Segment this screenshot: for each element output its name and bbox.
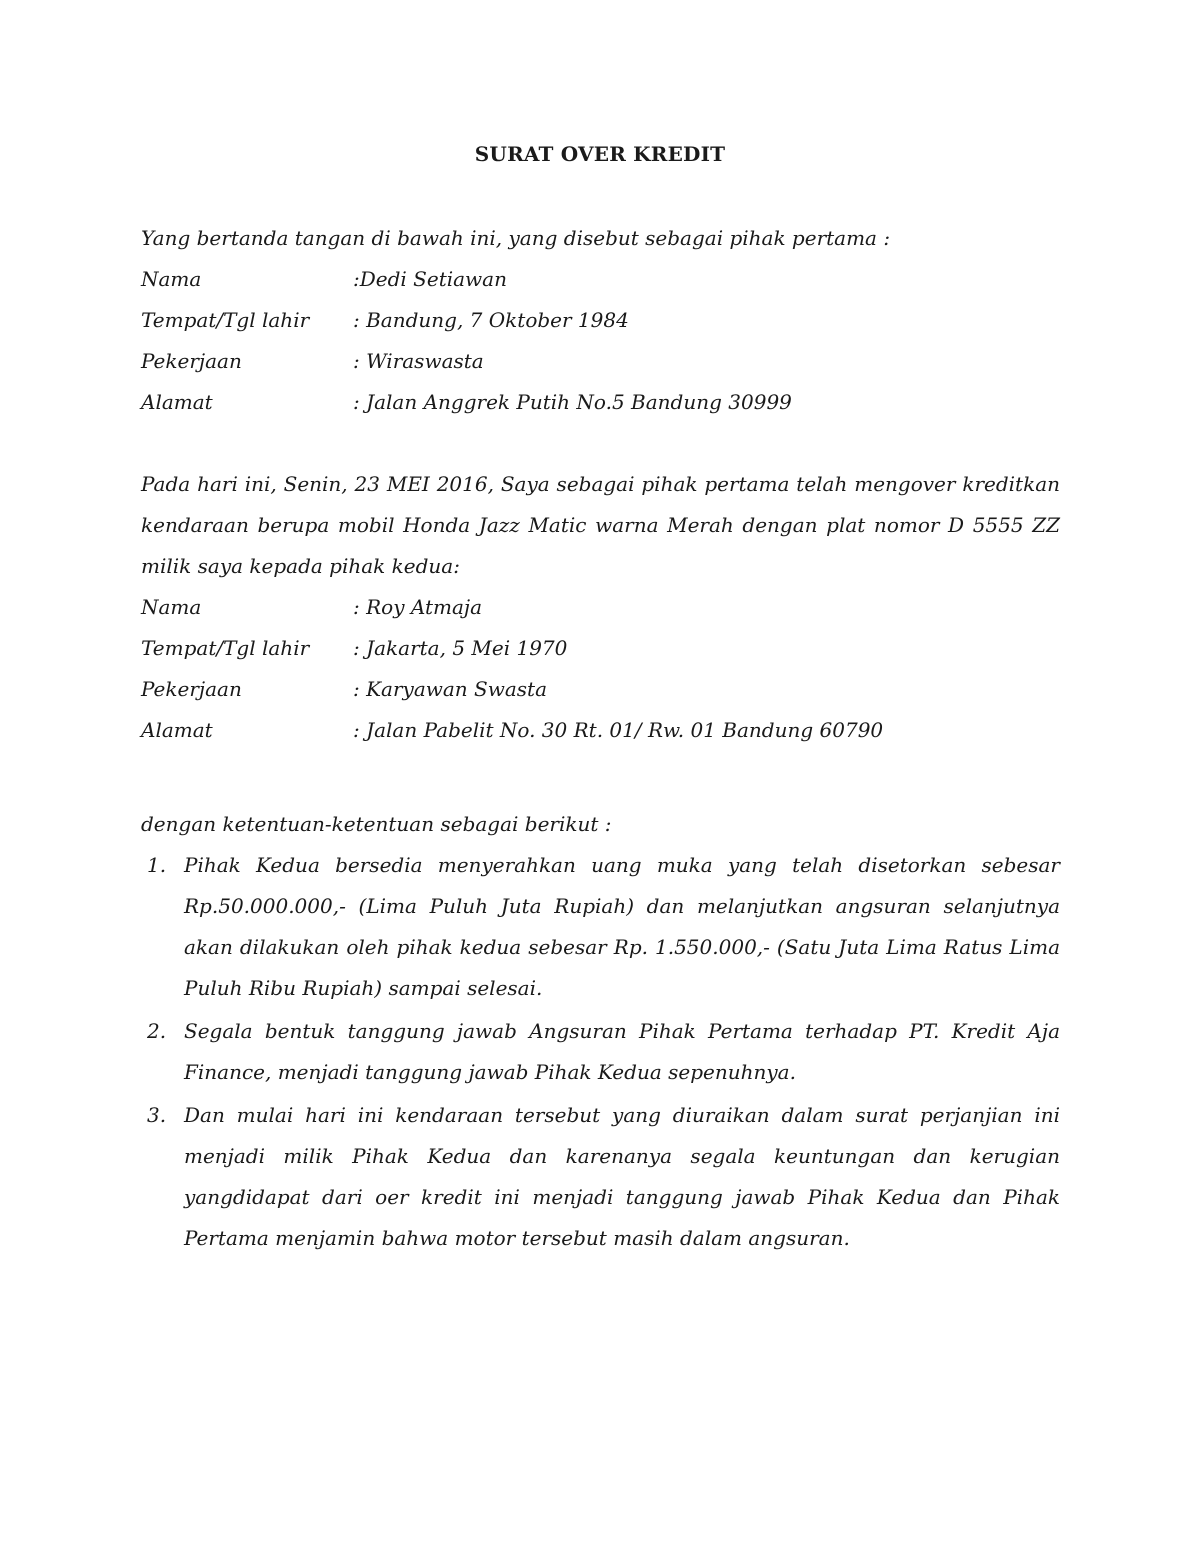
field-value: : Wiraswasta — [353, 349, 484, 373]
field-label: Nama — [141, 267, 202, 291]
field-label: Nama — [141, 595, 202, 619]
field-label: Tempat/Tgl lahir — [141, 308, 310, 332]
field-value: : Roy Atmaja — [353, 595, 482, 619]
field-label: Pekerjaan — [141, 349, 242, 373]
statement-paragraph: Pada hari ini, Senin, 23 MEI 2016, Saya sebagai pihak pertama telah mengover kreditkan kendaraan berupa mobil Honda Jazz Matic warna Merah dengan plat nomor D 5555 ZZ milik saya kepada pihak kedua: — [141, 472, 1060, 578]
field-label: Alamat — [141, 390, 213, 414]
list-item-text: Dan mulai hari ini kendaraan tersebut yang diuraikan dalam surat perjanjian ini menjadi milik Pihak Kedua dan karenanya segala keuntungan dan kerugian yangdidapat dari oer kredit ini menjadi tanggung jawab Pihak Kedua dan Pihak Pertama menjamin bahwa motor tersebut masih dalam angsuran. — [184, 1103, 1060, 1250]
list-item-number: 2. — [147, 1019, 167, 1043]
list-item-number: 3. — [147, 1103, 167, 1127]
list-item-text: Segala bentuk tanggung jawab Angsuran Pihak Pertama terhadap PT. Kredit Aja Finance, menjadi tanggung jawab Pihak Kedua sepenuhnya. — [184, 1019, 1060, 1084]
intro-text: Yang bertanda tangan di bawah ini, yang disebut sebagai pihak pertama : — [141, 226, 891, 250]
document-title: SURAT OVER KREDIT — [474, 142, 726, 166]
list-item-text: Pihak Kedua bersedia menyerahkan uang muka yang telah disetorkan sebesar Rp.50.000.000,- (Lima Puluh Juta Rupiah) dan melanjutkan angsuran selanjutnya akan dilakukan oleh pihak kedua sebesar Rp. 1.550.000,- (Satu Juta Lima Ratus Lima Puluh Ribu Rupiah) sampai selesai. — [184, 853, 1060, 1000]
field-label: Alamat — [141, 718, 213, 742]
field-label: Tempat/Tgl lahir — [141, 636, 310, 660]
field-label: Pekerjaan — [141, 677, 242, 701]
field-value: : Karyawan Swasta — [353, 677, 547, 701]
list-item-number: 1. — [147, 853, 167, 877]
conditions-list — [141, 845, 1060, 1261]
field-value: : Jakarta, 5 Mei 1970 — [353, 636, 568, 660]
field-value: : Bandung, 7 Oktober 1984 — [353, 308, 629, 332]
field-value: : Jalan Pabelit No. 30 Rt. 01/ Rw. 01 Bandung 60790 — [353, 718, 884, 742]
conditions-intro: dengan ketentuan-ketentuan sebagai berikut : — [141, 812, 612, 836]
field-value: :Dedi Setiawan — [353, 267, 507, 291]
list-item — [141, 845, 1060, 1009]
list-item — [141, 1095, 1060, 1259]
list-item — [141, 1011, 1060, 1093]
field-value: : Jalan Anggrek Putih No.5 Bandung 30999 — [353, 390, 792, 414]
